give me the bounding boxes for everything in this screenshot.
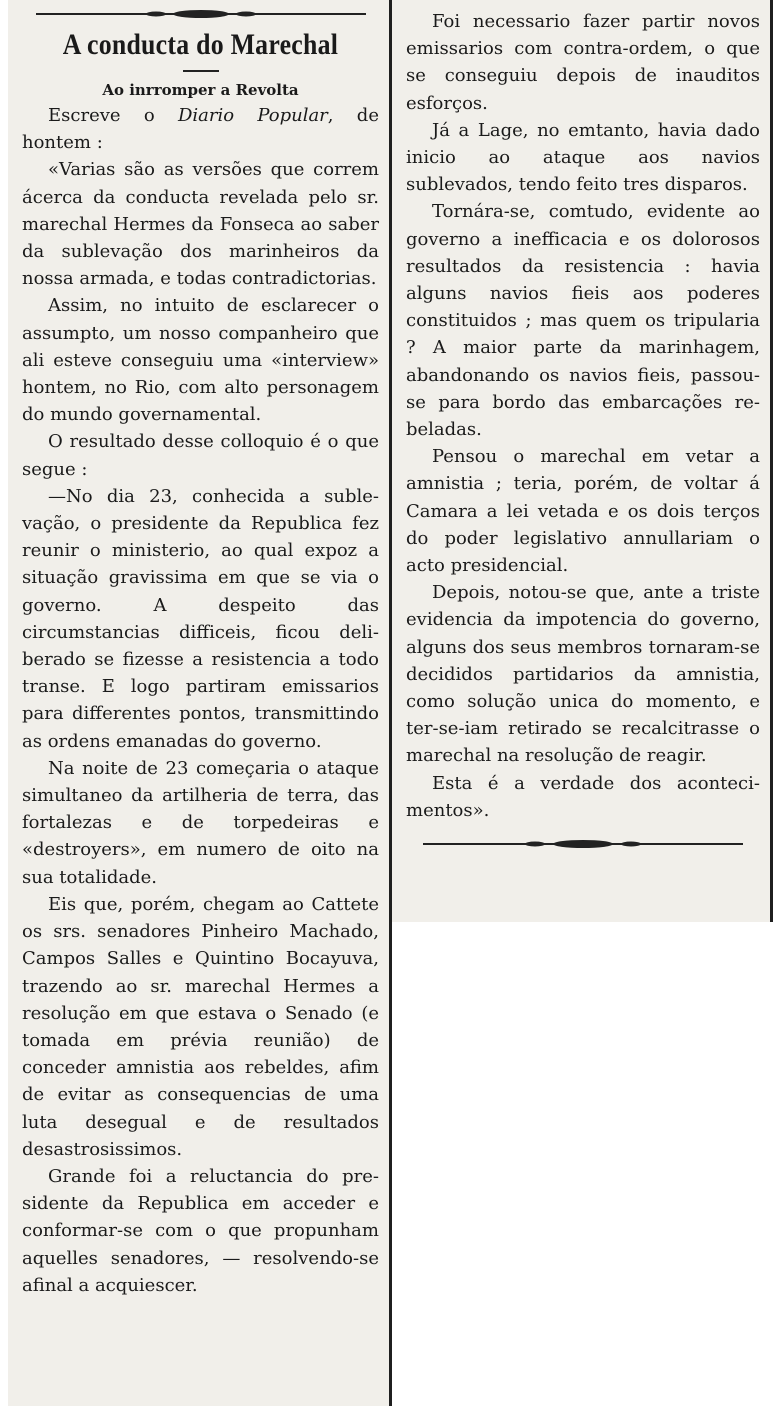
paragraph: Tornára-se, comtudo, evidente ao governo a inefficacia e os dolorosos resultados da resistencia : havia alguns navios fieis aos poderes constituidos ; mas quem os tripularia ? A maior parte da marinhagem, abandonando os navios fieis, passou-se para bordo das embarcações rebeladas. [406,201,760,441]
paragraph: Já a Lage, no emtanto, havia dado inicio ao ataque aos navios sublevados, tendo feito tres disparos. [406,119,760,196]
right-column-body [406,8,760,824]
article-title: A conducta do Marechal [62,28,339,61]
paragraph: Pensou o marechal em vetar a amnistia ; teria, porém, de voltar á Camara a lei vetada e os dois terços do poder legislativo annullariam o acto presidencial. [406,446,760,577]
paragraph: Na noite de 23 começaria o ataque simultaneo da artilheria de terra, das fortalezas e de torpedeiras e «destroyers», em numero de oito na sua totalidade. [22,757,379,888]
intro-paragraph [22,102,379,156]
left-column [8,0,392,1406]
paragraph: Assim, no intuito de esclarecer o assumpto, um nosso companheiro que ali esteve conseguiu uma «interview» hontem, no Rio, com alto personagem do mundo governamental. [22,295,379,426]
paragraph: —No dia 23, conhecida a sublevação, o presidente da Republica fez reunir o ministerio, ao qual expoz a situação gravissima em que se via o governo. A despeito das circumstancias difficeis, ficou deliberado se fizesse a resistencia a todo transe. E logo partiram emissarios para differentes pontos, transmittindo as ordens emanadas do governo. [22,485,379,752]
end-ornament-rule [423,838,743,850]
left-column-body [22,102,379,1299]
right-column [392,0,773,922]
intro-source: Diario Popular [177,105,328,126]
paragraph: Esta é a verdade dos acontecimentos». [406,772,760,821]
paragraph: «Varias são as versões que correm ácerca da conducta revelada pelo sr. marechal Hermes da Fonseca ao saber da sublevação dos marinheiros da nossa armada, e todas contradictorias. [22,159,379,290]
article-subtitle: Ao inrromper a Revolta [102,81,299,99]
paragraph: Grande foi a reluctancia do presidente da Republica em acceder e conformar-se com o que propunham aquelles senadores, — resolvendo-se afinal a acquiescer. [22,1165,379,1296]
paragraph: O resultado desse colloquio é o que segue : [22,431,379,480]
intro-after: , de hontem : [22,105,379,154]
paragraph: Foi necessario fazer partir novos emissarios com contra-ordem, o que se conseguiu depois de inauditos esforços. [406,11,760,114]
intro-before: Escreve o [48,105,178,126]
header-ornament-rule [36,8,366,20]
title-divider [183,70,219,72]
paragraph: Depois, notou-se que, ante a triste evidencia da impotencia do governo, alguns dos seus membros tornaram-se decididos partidarios da amnistia, como solução unica do momento, e ter-se-iam retirado se recalcitrasse o marechal na resolução de reagir. [406,582,760,767]
paragraph: Eis que, porém, chegam ao Cattete os srs. senadores Pinheiro Machado, Campos Salles e Quintino Bocayuva, trazendo ao sr. marechal Hermes a resolução em que estava o Senado (e tomada em prévia reunião) de conceder amnistia aos rebeldes, afim de evitar as consequencias de uma luta desegual e de resultados desastrosissimos. [22,893,379,1160]
